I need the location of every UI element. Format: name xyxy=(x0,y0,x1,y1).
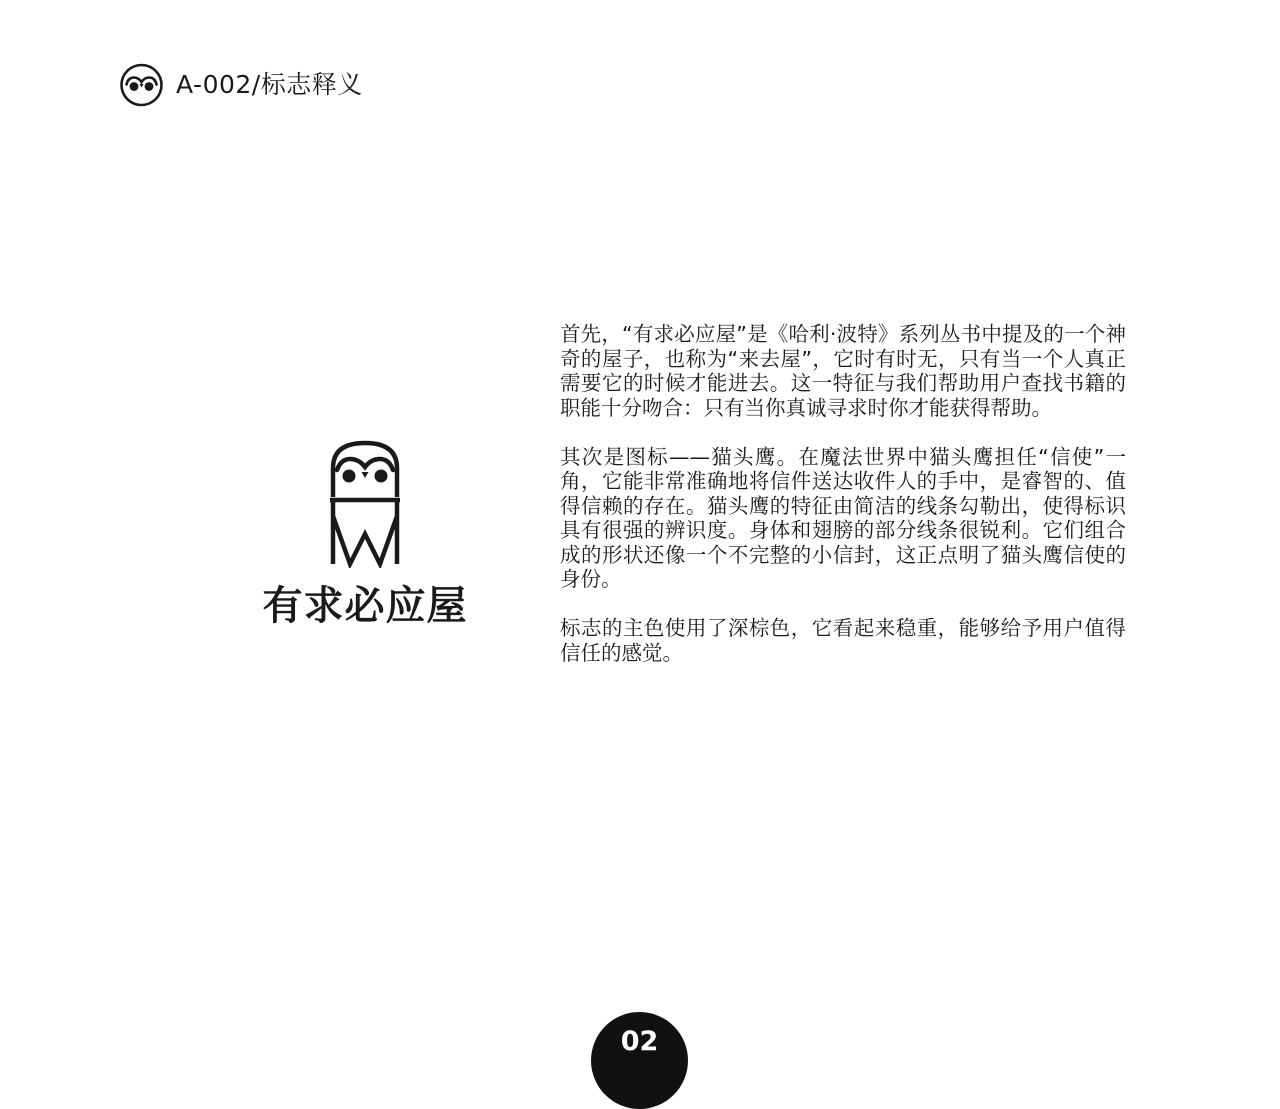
owl-face-icon xyxy=(119,63,164,107)
page-header xyxy=(119,63,363,107)
paragraph-name-origin: 首先，“有求必应屋”是《哈利·波特》系列丛书中提及的一个神奇的屋子，也称为“来去屋”，它时有时无，只有当一个人真正需要它的时候才能进去。这一特征与我们帮助用户查找书籍的职能十分吻合：只有当你真诚寻求时你才能获得帮助。 xyxy=(560,322,1126,420)
paragraph-color: 标志的主色使用了深棕色，它看起来稳重，能够给予用户值得信任的感觉。 xyxy=(560,616,1126,665)
brand-logo xyxy=(262,440,468,630)
section-title: A-002/标志释义 xyxy=(176,70,363,99)
owl-logo-icon xyxy=(330,440,400,568)
page-number: 02 xyxy=(620,1026,659,1057)
logo-description xyxy=(560,322,1126,690)
brand-wordmark: 有求必应屋 xyxy=(262,583,468,629)
page-number-badge xyxy=(591,1012,688,1109)
paragraph-owl-icon: 其次是图标——猫头鹰。在魔法世界中猫头鹰担任“信使”一角，它能非常准确地将信件送达收件人的手中，是睿智的、值得信赖的存在。猫头鹰的特征由简洁的线条勾勒出，使得标识具有很强的辨识度。身体和翅膀的部分线条很锐利。它们组合成的形状还像一个不完整的小信封，这正点明了猫头鹰信使的身份。 xyxy=(560,444,1126,591)
